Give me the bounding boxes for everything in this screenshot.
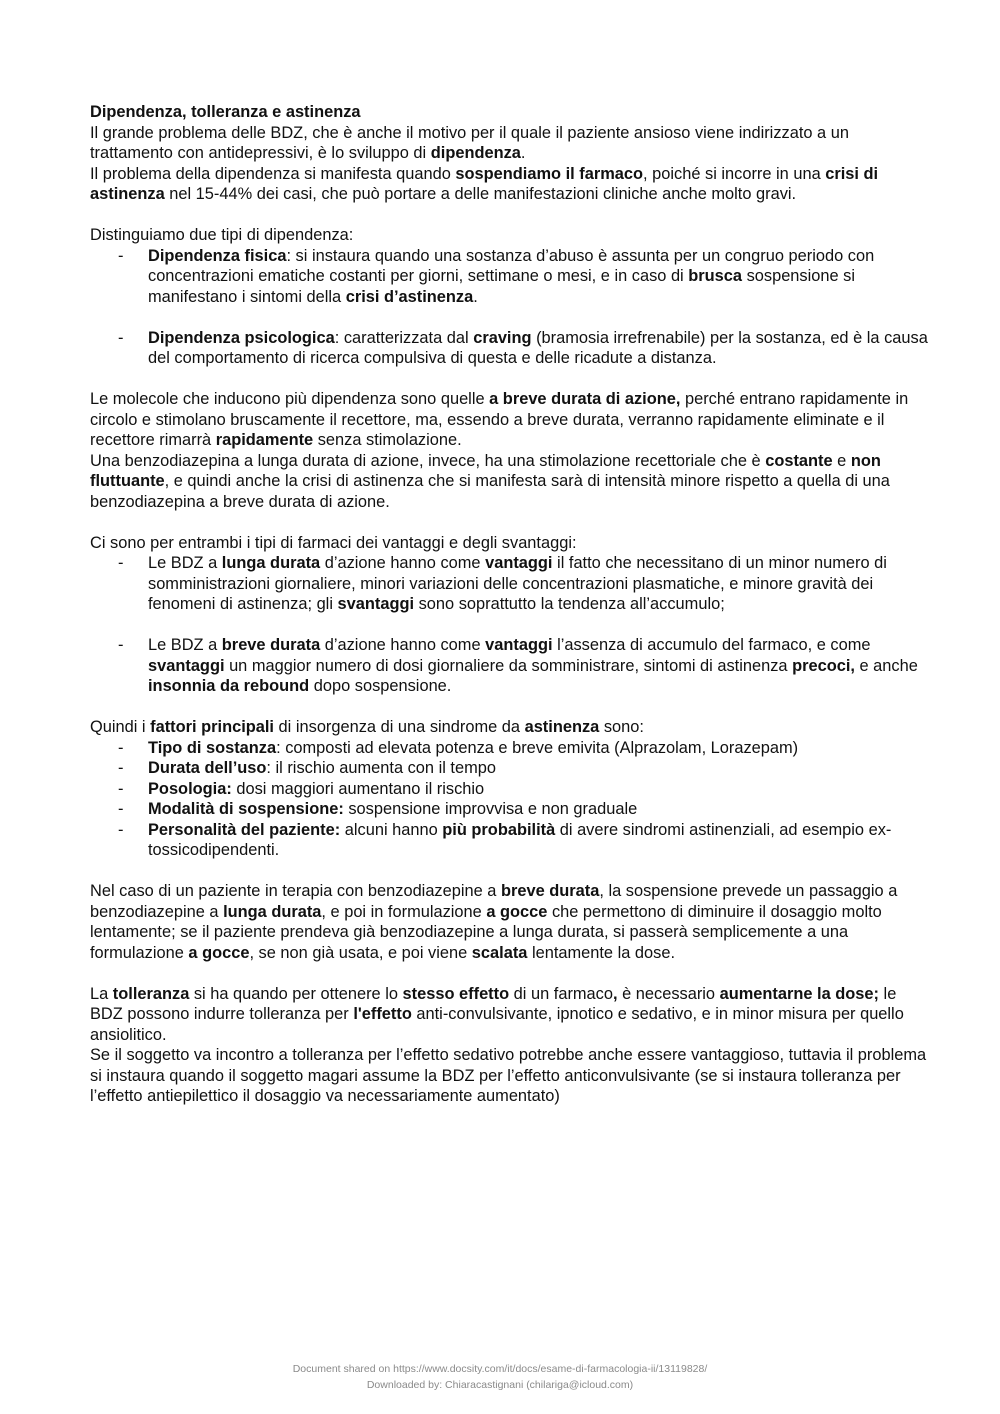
list-item-text: [148, 820, 930, 861]
text-run: dosi maggiori aumentano il rischio: [231, 779, 485, 798]
paragraph: [90, 225, 930, 246]
bold-text: a gocce: [188, 943, 250, 962]
text-run: senza stimolazione.: [313, 431, 462, 449]
text-run: Il grande problema delle BDZ, che è anche il motivo per il quale il paziente ansioso viene indirizzato a un trattamento con antidepressivi, è lo sviluppo di: [90, 123, 849, 162]
molecules-paragraphs: [90, 389, 930, 512]
paragraph: [90, 1045, 930, 1107]
dependence-types-list: [90, 246, 930, 369]
list-item: [90, 758, 930, 779]
text-run: Se il soggetto va incontro a tolleranza per l’effetto sedativo potrebbe anche essere vantaggioso, tuttavia il problema si instaura quando il soggetto magari assume la BDZ per l’effetto anticonvulsivante (se si instaura tolleranza per l’effetto antiepilettico il dosaggio va necessariamente aumentato): [90, 1046, 927, 1105]
list-item: [90, 635, 930, 697]
text-run: : il rischio aumenta con il tempo: [266, 759, 496, 777]
bold-text: craving: [473, 328, 532, 347]
text-run: : caratterizzata dal: [334, 328, 474, 347]
page-footer: [0, 1361, 1000, 1393]
text-run: , poiché si incorre in una: [643, 164, 826, 183]
text-run: , se non già usata, e poi viene: [249, 943, 472, 962]
document-page: [90, 102, 930, 1107]
text-run: lentamente la dose.: [527, 943, 676, 962]
bold-text: ,: [612, 984, 618, 1003]
section-heading: Dipendenza, tolleranza e astinenza: [90, 103, 361, 121]
text-run: nel 15-44% dei casi, che può portare a delle manifestazioni cliniche anche molto gravi.: [164, 185, 797, 203]
text-run: Una benzodiazepina a lunga durata di azione, invece, ha una stimolazione recettoriale che è: [90, 451, 766, 470]
paragraph: [90, 717, 930, 738]
text-run: , e quindi anche la crisi di astinenza che si manifesta sarà di intensità minore rispetto a quella di una benzodiazepina a breve durata di azione.: [90, 472, 890, 511]
bold-text: vantaggi: [485, 636, 553, 654]
list-item-text: [148, 328, 930, 369]
bold-text: più probabilità: [442, 820, 556, 839]
paragraph: [90, 881, 930, 963]
list-item: [90, 799, 930, 820]
list-item: [90, 246, 930, 308]
text-run: alcuni hanno: [340, 820, 443, 839]
bold-text: aumentarne la dose;: [719, 984, 879, 1003]
text-run: : composti ad elevata potenza e breve emivita (Alprazolam, Lorazepam): [276, 738, 799, 757]
paragraph: [90, 451, 930, 513]
dash-bullet-icon: -: [118, 800, 124, 818]
bold-text: l'effetto: [353, 1005, 412, 1023]
text-run: Distinguiamo due tipi di dipendenza:: [90, 226, 354, 244]
text-run: dopo sospensione.: [309, 677, 452, 695]
bold-text: a breve durata di azione,: [489, 390, 681, 408]
paragraph: [90, 123, 930, 164]
text-run: Il problema della dipendenza si manifesta quando: [90, 164, 456, 183]
text-run: sospensione si manifestano i sintomi della: [148, 267, 855, 306]
tolerance-paragraphs: [90, 984, 930, 1107]
text-run: Le BDZ a: [148, 636, 222, 654]
text-run: Quindi i: [90, 718, 151, 736]
list-item: [90, 738, 930, 759]
bold-text: crisi di astinenza: [90, 164, 879, 203]
text-run: , la sospensione prevede un passaggio a benzodiazepine a: [90, 882, 898, 921]
bold-text: Dipendenza psicologica: [148, 328, 335, 347]
bold-text: dipendenza: [430, 144, 521, 162]
text-run: e anche: [854, 656, 918, 675]
list-item-text: [148, 246, 930, 308]
pros-cons-list: [90, 553, 930, 697]
text-run: .: [473, 287, 478, 306]
text-run: : si instaura quando una sostanza d’abuso è assunta per un congruo periodo con concentrazioni ematiche costanti per giorni, settimane o mesi, e in caso di: [148, 246, 875, 285]
text-run: Le molecole che inducono più dipendenza sono quelle: [90, 390, 490, 408]
bold-text: a gocce: [486, 902, 548, 921]
text-run: , e poi in formulazione: [321, 902, 487, 921]
bold-text: rapidamente: [215, 431, 314, 449]
dash-bullet-icon: -: [118, 759, 124, 777]
bold-text: svantaggi: [337, 595, 415, 613]
dash-bullet-icon: -: [118, 636, 124, 654]
text-run: perché entrano rapidamente in circolo e stimolano bruscamente il recettore, ma, essendo a breve durata, verranno rapidamente eliminate e il recettore rimarrà: [90, 390, 909, 449]
list-item-text: [148, 779, 930, 800]
types-intro: [90, 225, 930, 246]
dash-bullet-icon: -: [118, 738, 124, 757]
text-run: .: [520, 144, 526, 162]
text-run: anti-convulsivante, ipnotico e sedativo, e in minor misura per quello ansiolitico.: [90, 1005, 904, 1044]
bold-text: breve durata: [500, 882, 600, 900]
list-item: [90, 553, 930, 615]
text-run: Ci sono per entrambi i tipi di farmaci dei vantaggi e degli svantaggi:: [90, 533, 577, 552]
text-run: un maggior numero di dosi giornaliere da somministrare, sintomi di astinenza: [224, 656, 793, 675]
text-run: La: [90, 984, 113, 1003]
paragraph: [90, 389, 930, 451]
bold-text: stesso effetto: [402, 984, 510, 1003]
text-run: sospensione improvvisa e non graduale: [343, 800, 638, 818]
list-item-text: [148, 738, 930, 759]
bold-text: svantaggi: [148, 656, 225, 675]
list-item-text: [148, 553, 930, 615]
bold-text: Posologia:: [148, 779, 232, 798]
dash-bullet-icon: -: [118, 328, 124, 347]
bold-text: non fluttuante: [90, 451, 881, 490]
bold-text: sospendiamo il farmaco: [455, 164, 644, 183]
paragraph: [90, 533, 930, 554]
footer-downloaded-by: Downloaded by: Chiaracastignani (chilariga@icloud.com): [366, 1379, 634, 1391]
list-item-text: [148, 635, 930, 697]
bold-text: Tipo di sostanza: [148, 738, 277, 757]
text-run: di avere sindromi astinenziali, ad esempio ex-tossicodipendenti.: [148, 820, 892, 859]
text-run: l’assenza di accumulo del farmaco, e come: [552, 636, 871, 654]
dash-bullet-icon: -: [118, 779, 124, 798]
paragraph: [90, 164, 930, 205]
list-item: [90, 779, 930, 800]
bold-text: tolleranza: [112, 984, 190, 1003]
text-run: sono:: [599, 718, 644, 736]
text-run: d’azione hanno come: [320, 554, 486, 572]
bold-text: fattori principali: [150, 718, 274, 736]
bold-text: costante: [765, 451, 833, 470]
text-run: sono soprattutto la tendenza all’accumulo;: [414, 595, 725, 613]
bold-text: crisi d’astinenza: [345, 287, 474, 306]
dash-bullet-icon: -: [118, 820, 124, 839]
dash-bullet-icon: -: [118, 246, 124, 265]
bold-text: breve durata: [221, 636, 321, 654]
bold-text: lunga durata: [221, 554, 321, 572]
therapy-paragraph: [90, 881, 930, 963]
text-run: e: [832, 451, 851, 470]
paragraph: [90, 984, 930, 1046]
list-item-text: [148, 799, 930, 820]
bold-text: Durata dell’uso: [148, 759, 267, 777]
bold-text: Modalità di sospensione:: [148, 800, 344, 818]
text-run: le BDZ possono indurre tolleranza per: [90, 984, 897, 1023]
bold-text: vantaggi: [485, 554, 553, 572]
bold-text: astinenza: [524, 718, 600, 736]
list-item: [90, 820, 930, 861]
text-run: si ha quando per ottenere lo: [189, 984, 403, 1003]
bold-text: lunga durata: [223, 902, 322, 921]
pros-cons-intro: [90, 533, 930, 554]
text-run: (bramosia irrefrenabile) per la sostanza, ed è la causa del comportamento di ricerca compulsiva di questa e delle ricadute a distanza.: [148, 328, 928, 367]
text-run: il fatto che necessitano di un minor numero di somministrazioni giornaliere, minori variazioni delle concentrazioni plasmatiche, e minore gravità dei fenomeni di astinenza; gli: [148, 554, 887, 613]
text-run: di un farmaco: [509, 984, 613, 1003]
bold-text: Dipendenza fisica: [148, 246, 287, 265]
bold-text: precoci,: [792, 656, 855, 675]
text-run: è necessario: [617, 984, 720, 1003]
bold-text: Personalità del paziente:: [148, 820, 341, 839]
factors-intro: [90, 717, 930, 738]
intro-paragraphs: [90, 123, 930, 205]
factors-list: [90, 738, 930, 861]
bold-text: insonnia da rebound: [148, 677, 310, 695]
list-item-text: [148, 758, 930, 779]
text-run: d’azione hanno come: [320, 636, 486, 654]
list-item: [90, 328, 930, 369]
bold-text: scalata: [471, 943, 528, 962]
text-run: che permettono di diminuire il dosaggio molto lentamente; se il paziente prendeva già benzodiazepine a lunga durata, si passerà semplicemente a una formulazione: [90, 902, 882, 962]
footer-shared-link: Document shared on https://www.docsity.com/it/docs/esame-di-farmacologia-ii/13119828/: [292, 1363, 708, 1375]
dash-bullet-icon: -: [118, 554, 124, 572]
text-run: Le BDZ a: [148, 554, 222, 572]
bold-text: brusca: [688, 267, 743, 285]
text-run: Nel caso di un paziente in terapia con benzodiazepine a: [90, 882, 501, 900]
text-run: di insorgenza di una sindrome da: [274, 718, 525, 736]
